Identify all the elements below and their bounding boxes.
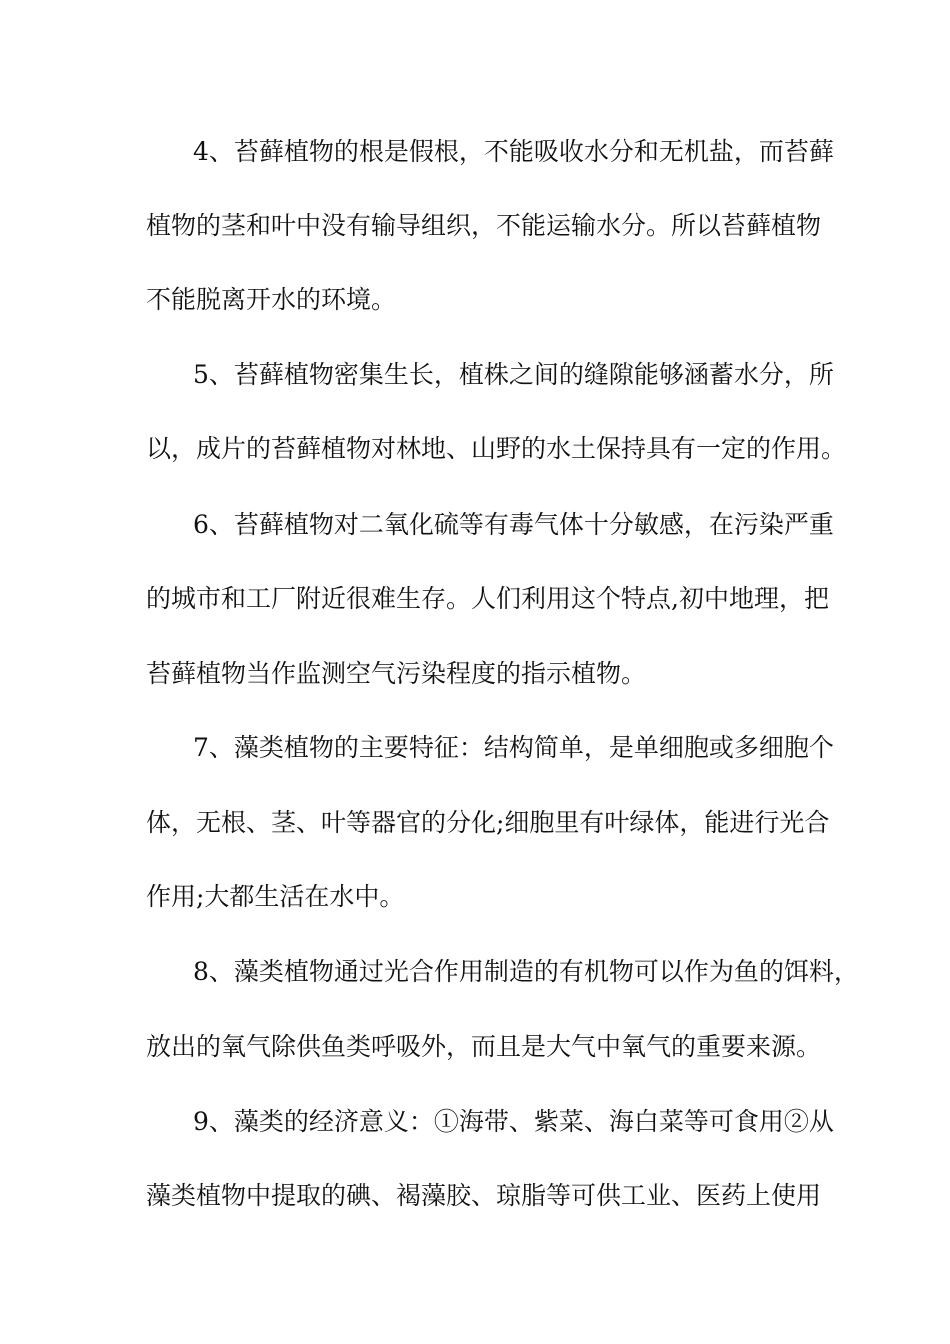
paragraph-9-line-2: 藻类植物中提取的碘、褐藻胶、琼脂等可供工业、医药上使用 (146, 1181, 822, 1210)
paragraph-8-line-1: 8、藻类植物通过光合作用制造的有机物可以作为鱼的饵料， (193, 957, 859, 986)
paragraph-6-line-2: 的城市和工厂附近很难生存。人们利用这个特点,初中地理，把 (146, 584, 829, 613)
paragraph-7-line-2: 体，无根、茎、叶等器官的分化;细胞里有叶绿体，能进行光合 (146, 808, 830, 837)
paragraph-4-line-1: 4、苔藓植物的根是假根，不能吸收水分和无机盐，而苔藓 (193, 137, 834, 166)
paragraph-4-line-3: 不能脱离开水的环境。 (146, 285, 397, 314)
paragraph-8-line-2: 放出的氧气除供鱼类呼吸外，而且是大气中氧气的重要来源。 (146, 1032, 822, 1061)
paragraph-4-line-2: 植物的茎和叶中没有输导组织，不能运输水分。所以苔藓植物 (146, 211, 822, 240)
paragraph-7-line-1: 7、藻类植物的主要特征：结构简单，是单细胞或多细胞个 (193, 733, 834, 762)
paragraph-7-line-3: 作用;大都生活在水中。 (146, 882, 405, 911)
paragraph-5-line-2: 以，成片的苔藓植物对林地、山野的水土保持具有一定的作用。 (146, 434, 847, 463)
paragraph-9-line-1: 9、藻类的经济意义：①海带、紫菜、海白菜等可食用②从 (193, 1107, 834, 1136)
paragraph-5-line-1: 5、苔藓植物密集生长，植株之间的缝隙能够涵蓄水分，所 (193, 360, 834, 389)
paragraph-6-line-1: 6、苔藓植物对二氧化硫等有毒气体十分敏感，在污染严重 (193, 510, 834, 539)
paragraph-6-line-3: 苔藓植物当作监测空气污染程度的指示植物。 (146, 659, 647, 688)
